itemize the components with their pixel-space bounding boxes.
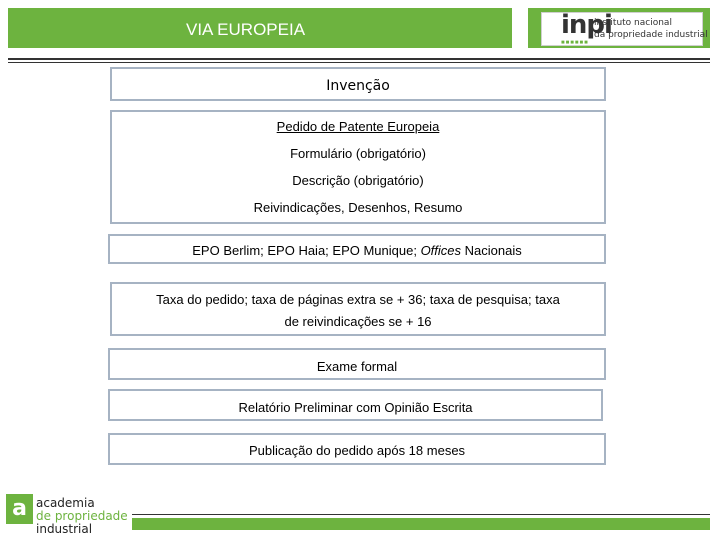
step-formal-exam-label: Exame formal	[316, 359, 398, 374]
academia-line-3: industrial	[36, 522, 93, 536]
step-filing-offices	[108, 234, 606, 264]
step-preliminary-report-label: Relatório Preliminar com Opinião Escrita	[238, 400, 473, 415]
academia-line-2: de propriedade	[36, 509, 128, 523]
step-application-heading: Pedido de Patente Europeia	[276, 119, 440, 134]
step-invention	[110, 67, 606, 101]
academia-logo-text	[36, 497, 128, 536]
academia-logo-icon: a	[6, 494, 33, 524]
logo-dots-icon: ■■■■■■	[561, 40, 589, 46]
footer-rule	[132, 514, 710, 515]
inpi-logo-text	[594, 17, 708, 41]
step-fees	[110, 282, 606, 336]
step-publication-label: Publicação do pedido após 18 meses	[248, 443, 466, 458]
footer-bar	[132, 518, 710, 530]
step-application-line-3: Reivindicações, Desenhos, Resumo	[253, 200, 463, 215]
step-application-line-2: Descrição (obrigatório)	[292, 173, 424, 188]
step-fees-line-2: de reivindicações se + 16	[284, 314, 432, 329]
step-fees-line-1: Taxa do pedido; taxa de páginas extra se + 36; taxa de pesquisa; taxa	[156, 292, 560, 307]
step-formal-exam	[108, 348, 606, 380]
academia-line-1: academia	[36, 496, 95, 510]
logo-line-1: instituto nacional	[594, 18, 672, 28]
inpi-logo-mark: inpi	[561, 10, 612, 40]
logo-line-2: da propriedade industrial	[594, 30, 708, 40]
filing-offices-italic: Offices	[420, 243, 462, 258]
page-title: VIA EUROPEIA	[186, 20, 306, 39]
step-application-line-1: Formulário (obrigatório)	[290, 146, 426, 161]
header-rule-thin	[8, 62, 710, 63]
filing-offices-text-2: Nacionais	[461, 243, 522, 258]
header-rule	[8, 58, 710, 60]
step-publication	[108, 433, 606, 465]
filing-offices-text-1: EPO Berlim; EPO Haia; EPO Munique;	[192, 243, 421, 258]
step-invention-label: Invenção	[326, 78, 390, 94]
step-application	[110, 110, 606, 224]
step-preliminary-report	[108, 389, 603, 421]
